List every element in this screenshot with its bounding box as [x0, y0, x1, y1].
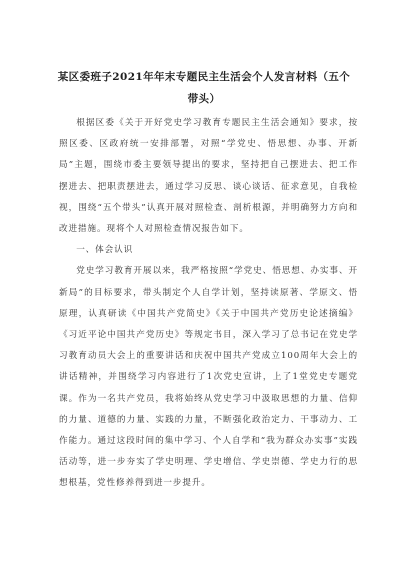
section-paragraph: 党史学习教育开展以来，我严格按照“学党史、悟思想、办实事、开新局”的目标要求，带头制定个人自学计划，坚持读原著、学原文、悟原理，认真研读《中国共产党简史》《关于中国共产党历史论述摘编》《习近平论中国共产党历史》等规定书目，深入学习了总书记在党史学习教育动员大会上的重要讲话和庆祝中国共产党成立100周年大会上的讲话精神，并围绕学习内容进行了1次党史宣讲，上了1堂党史专题党课。作为一名共产党员，我将始终从党史学习中汲取思想的力量、信仰的力量、道德的力量、实践的力量，不断强化政治定力、干事动力、工作能力。通过这段时间的集中学习、个人自学和“我为群众办实事”实践活动等，进一步夯实了学史明理、学史增信、学史崇德、学史力行的思想根基，党性修养得到进一步提升。 — [59, 266, 358, 489]
intro-paragraph: 根据区委《关于开好党史学习教育专题民主生活会通知》要求，按照区委、区政府统一安排部署，对照“学党史、悟思想、办事、开新局”主题，围绕市委主要领导提出的要求，坚持把自己摆进去、把工作摆进去、把职责摆进去，通过学习反思、谈心谈话、征求意见，自我检视，围绕“五个带头”认真开展对照检查、剖析根源，并明确努力方向和改进措施。现将个人对照检查情况报告如下。 — [59, 118, 358, 235]
section-heading: 一、体会认识 — [76, 245, 134, 256]
document-body — [59, 113, 358, 495]
document-title: 某区委班子2021年年末专题民主生活会个人发言材料（五个带头） — [57, 71, 351, 105]
